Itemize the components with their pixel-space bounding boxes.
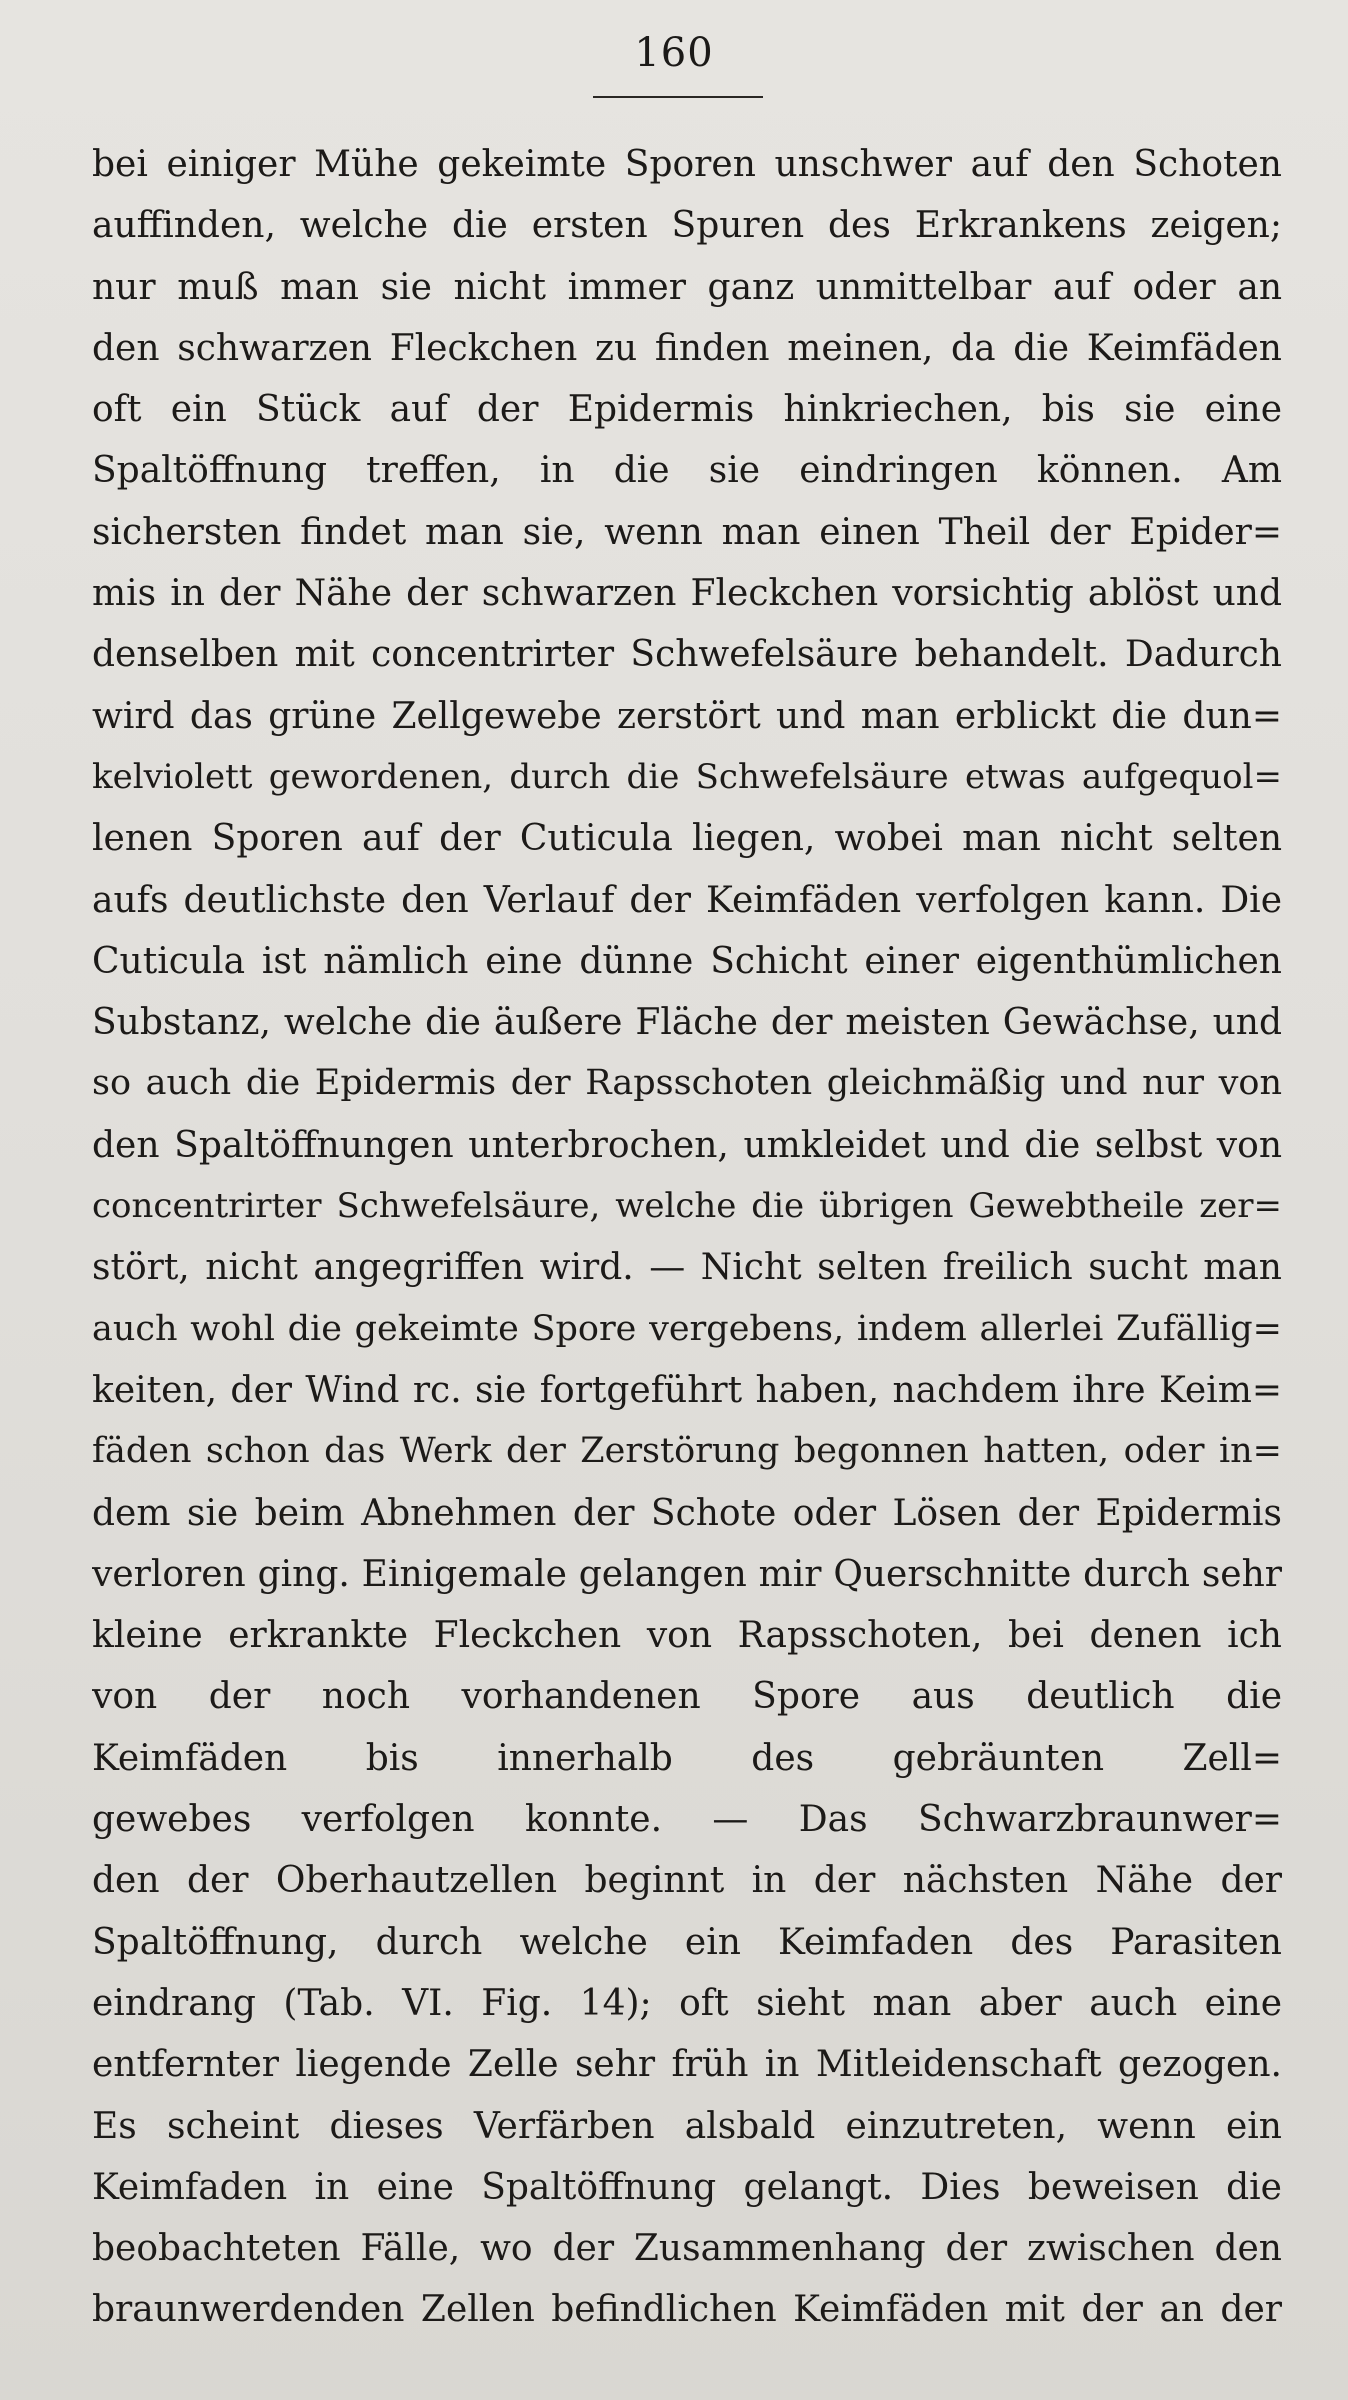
text-line: den der Oberhautzellen beginnt in der nächsten Nähe der xyxy=(92,1860,1282,1902)
text-line: concentrirter Schwefelsäure, welche die übrigen Gewebtheile zer= xyxy=(92,1186,1282,1227)
text-line: denselben mit concentrirter Schwefelsäure behandelt. Dadurch xyxy=(92,634,1282,676)
text-line: aufs deutlichste den Verlauf der Keimfäden verfolgen kann. Die xyxy=(92,879,1282,921)
text-line: bei einiger Mühe gekeimte Sporen unschwer auf den Schoten xyxy=(92,144,1282,185)
text-line: Keimfäden bis innerhalb des gebräunten Zell= xyxy=(92,1737,1282,1779)
text-line: dem sie beim Abnehmen der Schote oder Lösen der Epidermis xyxy=(92,1492,1282,1534)
text-line: eindrang (Tab. VI. Fig. 14); oft sieht man aber auch eine xyxy=(92,1982,1282,2024)
text-line: oft ein Stück auf der Epidermis hinkriechen, bis sie eine xyxy=(92,389,1282,431)
text-line: braunwerdenden Zellen befindlichen Keimfäden mit der an der xyxy=(92,2289,1282,2331)
text-line: Cuticula ist nämlich eine dünne Schicht einer eigenthümlichen xyxy=(92,940,1282,982)
page-number: 160 xyxy=(634,30,714,76)
text-line: fäden schon das Werk der Zerstörung begonnen hatten, oder in= xyxy=(92,1431,1282,1472)
text-line: wird das grüne Zellgewebe zerstört und man erblickt die dun= xyxy=(92,695,1282,737)
text-line: auffinden, welche die ersten Spuren des Erkrankens zeigen; xyxy=(92,205,1282,247)
text-line: keiten, der Wind rc. sie fortgeführt haben, nachdem ihre Keim= xyxy=(92,1369,1282,1411)
text-line: entfernter liegende Zelle sehr früh in Mitleidenschaft gezogen. xyxy=(92,2044,1282,2086)
text-line: verloren ging. Einigemale gelangen mir Querschnitte durch sehr xyxy=(92,1553,1282,1595)
text-line: gewebes verfolgen konnte. — Das Schwarzbraunwer= xyxy=(92,1799,1282,1841)
text-line: kleine erkrankte Fleckchen von Rapsschoten, bei denen ich xyxy=(92,1615,1282,1657)
text-line: den schwarzen Fleckchen zu finden meinen, da die Keimfäden xyxy=(92,327,1282,369)
text-line: nur muß man sie nicht immer ganz unmittelbar auf oder an xyxy=(92,266,1282,308)
text-line: auch wohl die gekeimte Spore vergebens, indem allerlei Zufällig= xyxy=(92,1308,1282,1349)
text-line: so auch die Epidermis der Rapsschoten gleichmäßig und nur von xyxy=(92,1063,1282,1104)
text-line: mis in der Nähe der schwarzen Fleckchen vorsichtig ablöst und xyxy=(92,573,1282,615)
text-line: Spaltöffnung treffen, in die sie eindringen können. Am xyxy=(92,450,1282,492)
text-line: Spaltöffnung, durch welche ein Keimfaden des Parasiten xyxy=(92,1921,1282,1963)
header-rule xyxy=(593,96,763,98)
text-line: von der noch vorhandenen Spore aus deutlich die xyxy=(92,1676,1282,1718)
body-text xyxy=(92,134,1282,2341)
text-line: sichersten findet man sie, wenn man einen Theil der Epider= xyxy=(92,511,1282,553)
text-line: stört, nicht angegriffen wird. — Nicht selten freilich sucht man xyxy=(92,1247,1282,1289)
text-line: kelviolett gewordenen, durch die Schwefelsäure etwas aufgequol= xyxy=(92,756,1282,797)
text-line: Es scheint dieses Verfärben alsbald einzutreten, wenn ein xyxy=(92,2105,1282,2147)
text-line: Substanz, welche die äußere Fläche der meisten Gewächse, und xyxy=(92,1002,1282,1044)
text-line: beobachteten Fälle, wo der Zusammenhang der zwischen den xyxy=(92,2228,1282,2270)
text-line: lenen Sporen auf der Cuticula liegen, wobei man nicht selten xyxy=(92,818,1282,860)
text-line: Keimfaden in eine Spaltöffnung gelangt. Dies beweisen die xyxy=(92,2166,1282,2208)
text-line: den Spaltöffnungen unterbrochen, umkleidet und die selbst von xyxy=(92,1124,1282,1166)
